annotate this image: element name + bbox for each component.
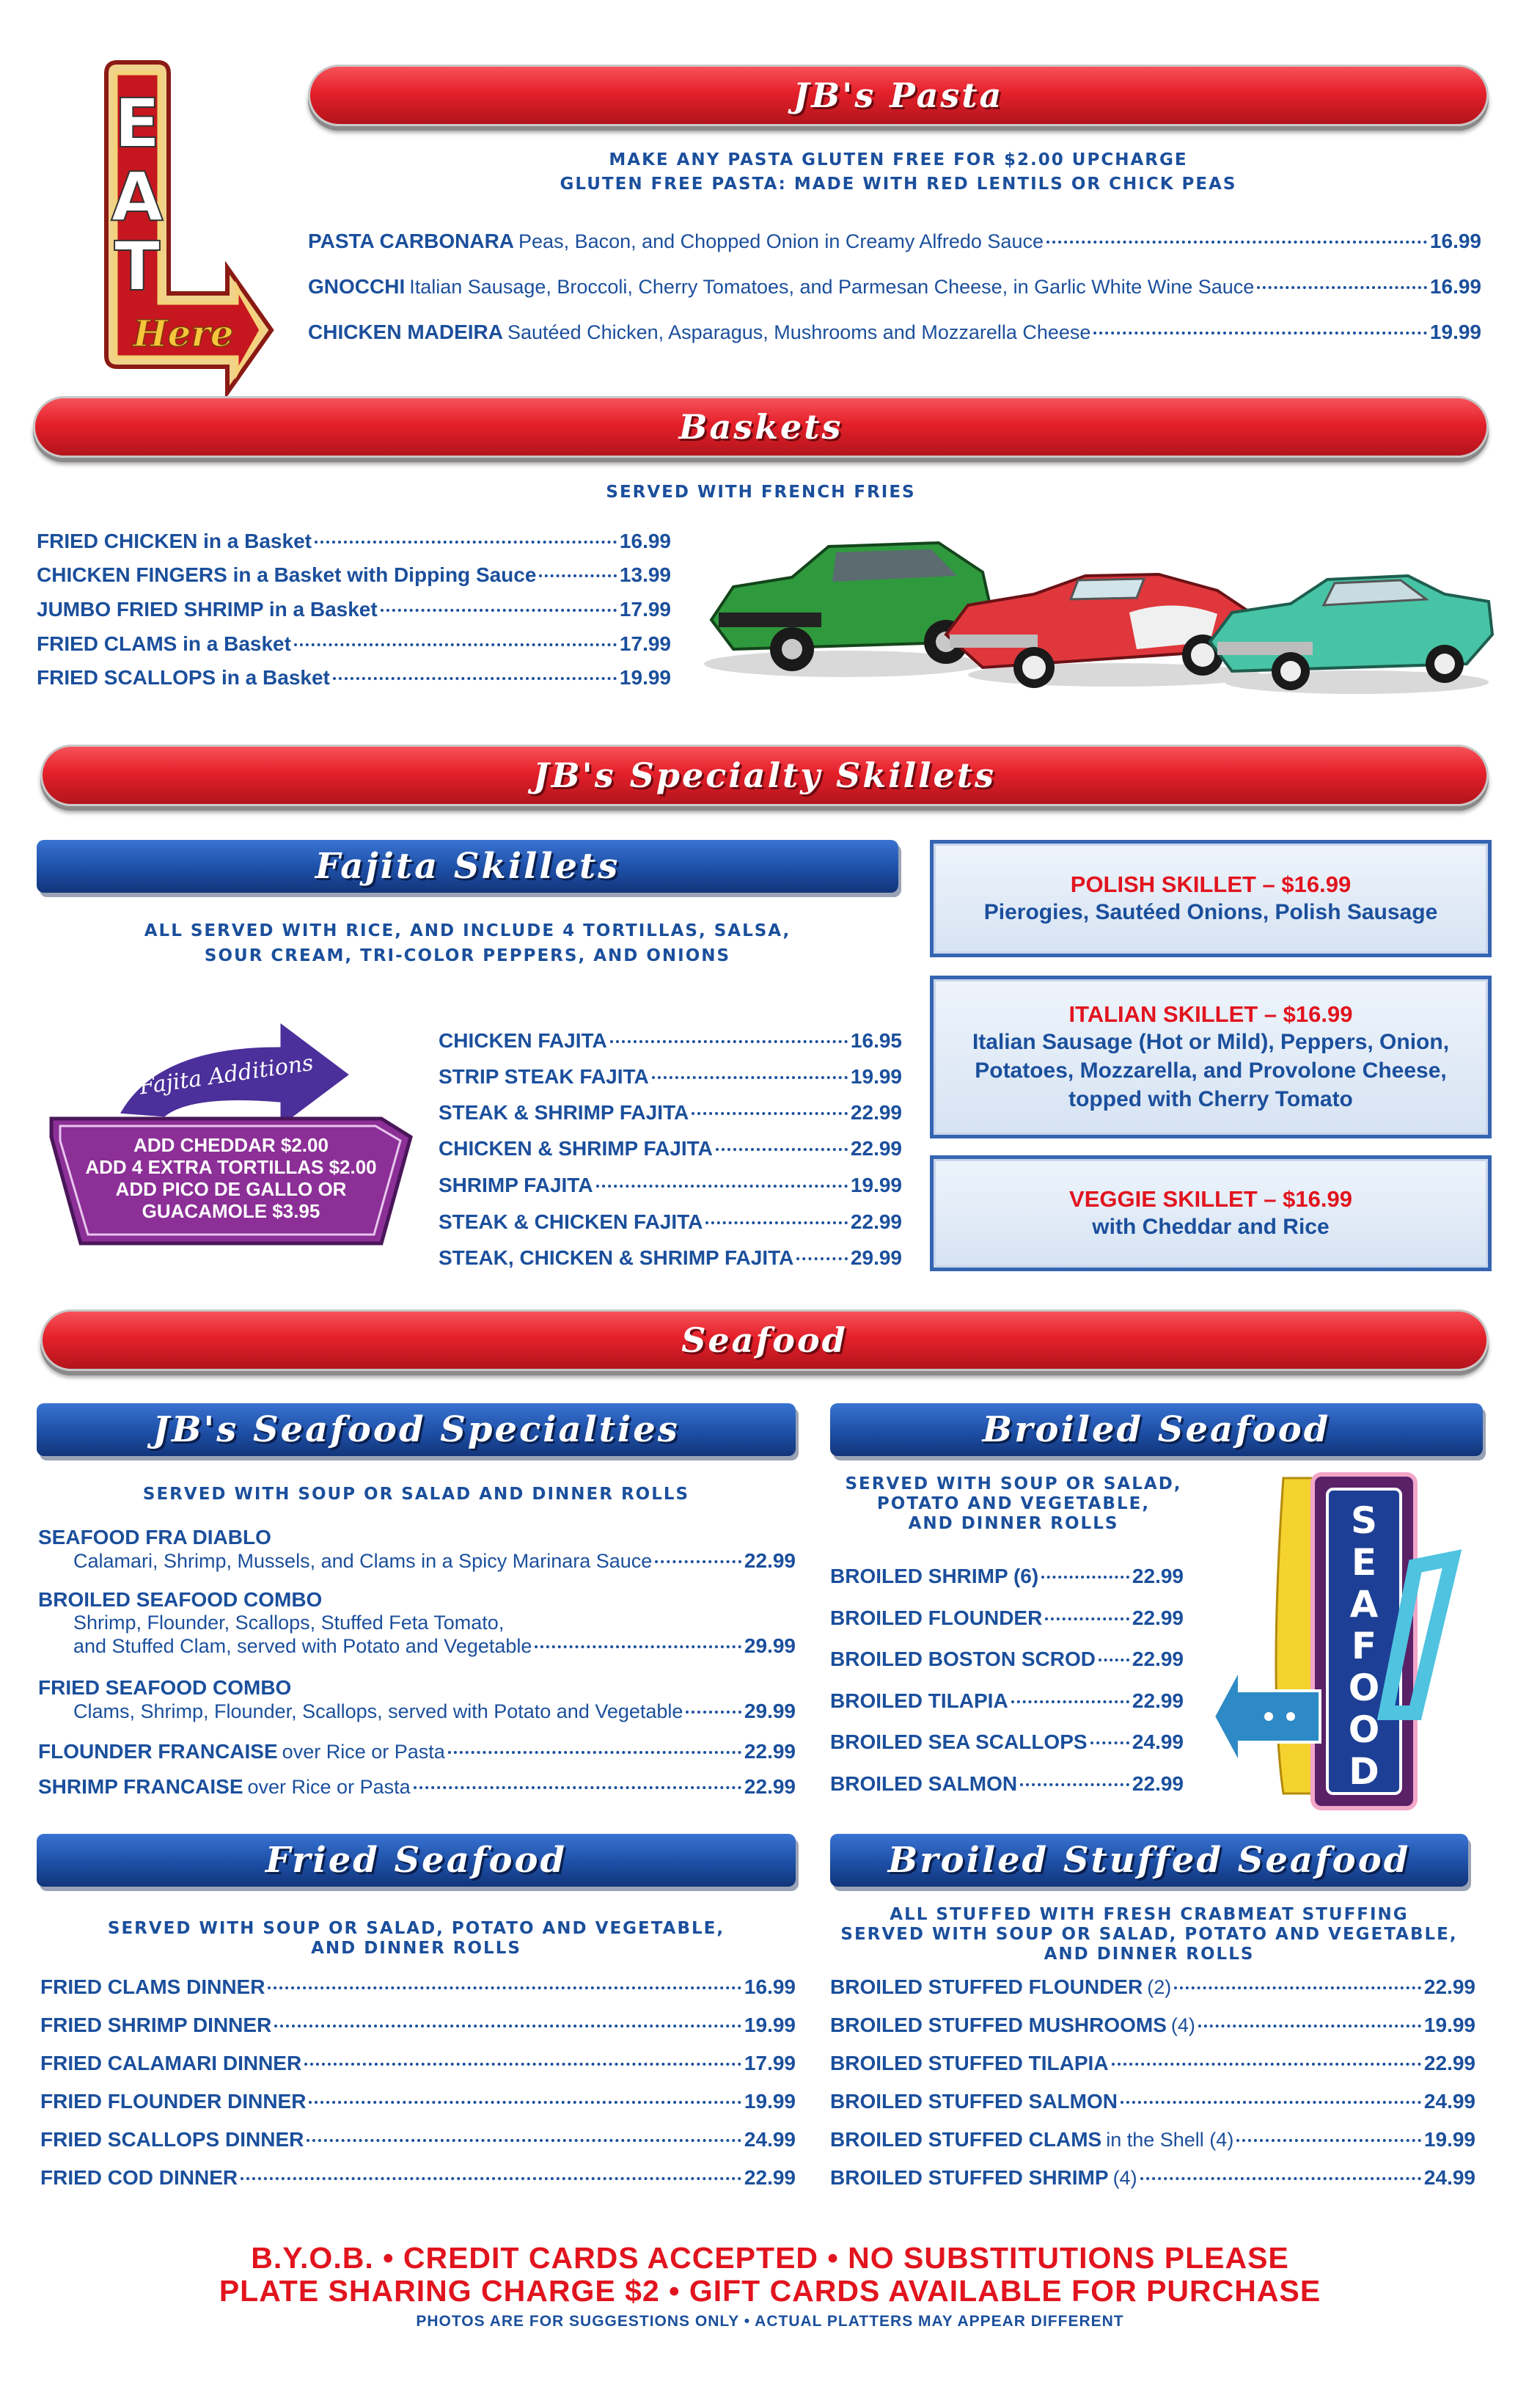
dot-leader [1112,2063,1421,2066]
item-name: GNOCCHI [308,275,406,298]
item-price: 19.99 [1423,2128,1475,2151]
item-name: CHICKEN & SHRIMP FAJITA [439,1137,713,1160]
item-price: 22.99 [1132,1606,1184,1629]
seafood-sign-letter: D [1349,1750,1379,1793]
item-name: FRIED SHRIMP DINNER [40,2014,272,2036]
fajita-item [439,1246,902,1270]
footer-disclaimer: PHOTOS ARE FOR SUGGESTIONS ONLY • ACTUAL PLATTERS MAY APPEAR DIFFERENT [416,2313,1124,2330]
item-price: 17.99 [619,632,671,655]
seafood-specialties-title: JB's Seafood Specialties [153,1409,680,1450]
item-price: 16.99 [1429,230,1481,252]
basket-item [37,632,671,656]
pasta-item [308,275,1481,299]
item-price: 29.99 [850,1246,902,1269]
dot-leader [686,1711,741,1714]
dot-leader [333,677,617,680]
item-name: STEAK, CHICKEN & SHRIMP FAJITA [439,1246,794,1269]
seafood-specialties-banner [37,1403,796,1456]
dot-leader [1236,2139,1421,2142]
item-price: 22.99 [850,1137,902,1160]
item-name: BROILED BOSTON SCROD [830,1648,1096,1670]
fajita-banner [37,840,898,893]
item-name: FRIED SCALLOPS DINNER [40,2128,304,2151]
item-desc-line [38,1634,796,1658]
fajita-title: Fajita Skillets [315,846,620,887]
item-price: 24.99 [1423,2090,1475,2113]
fried-item [40,2014,796,2037]
broiled-item [830,1565,1184,1588]
specialty-item [38,1526,796,1573]
fried-item [40,2052,796,2075]
fajita-item [439,1065,902,1089]
item-name: STEAK & SHRIMP FAJITA [439,1101,689,1124]
dot-leader [1020,1783,1129,1786]
fried-seafood-banner [37,1834,796,1887]
item-name: FRIED COD DINNER [40,2166,238,2189]
stuffed-note-1: ALL STUFFED WITH FRESH CRABMEAT STUFFING [890,1905,1409,1924]
dot-leader [315,541,617,544]
item-name: FRIED SEAFOOD COMBO [38,1676,292,1699]
addition-line: GUACAMOLE $3.95 [142,1200,320,1222]
footer-line-1: B.Y.O.B. • CREDIT CARDS ACCEPTED • NO SUBSTITUTIONS PLEASE [251,2241,1289,2275]
item-price: 17.99 [744,2052,796,2074]
item-name: FRIED CLAMS in a Basket [37,632,291,655]
dot-leader [274,2025,741,2028]
item-price: 22.99 [850,1210,902,1233]
broiled-item [830,1730,1184,1754]
item-desc: Clams, Shrimp, Flounder, Scallops, served with Potato and Vegetable [73,1700,683,1722]
pasta-title: JB's Pasta [793,76,1004,115]
dot-leader [1041,1576,1129,1579]
broiled-note-3: AND DINNER ROLLS [908,1514,1119,1533]
item-name: CHICKEN FAJITA [439,1029,607,1052]
item-desc: over Rice or Pasta [282,1741,445,1763]
item-price: 22.99 [744,1775,796,1798]
eat-letter-t: T [114,227,161,306]
item-price: 16.95 [850,1029,902,1052]
skillets-title: JB's Specialty Skillets [533,756,996,795]
item-price: 16.99 [1429,275,1481,298]
item-name: BROILED STUFFED CLAMS [830,2128,1102,2151]
item-price: 13.99 [619,563,671,586]
item-price: 19.99 [1423,2014,1475,2036]
item-desc: Italian Sausage, Broccoli, Cherry Tomatoes, and Parmesan Cheese, in Garlic White Wine Sauce [409,276,1255,298]
stuffed-item [830,2052,1475,2075]
item-desc: Calamari, Shrimp, Mussels, and Clams in a Spicy Marinara Sauce [73,1550,653,1572]
item-price: 22.99 [1132,1648,1184,1670]
seafood-sign-letter: O [1348,1708,1380,1751]
dot-leader [241,2177,741,2180]
broiled-seafood-banner [830,1403,1483,1456]
item-price: 24.99 [1423,2166,1475,2189]
italian-skillet-box [930,976,1492,1138]
item-price: 16.99 [619,530,671,552]
seafood-sign-letter: F [1351,1625,1377,1667]
item-price: 22.99 [1132,1565,1184,1587]
item-price: 17.99 [619,598,671,621]
dot-leader [1046,241,1427,244]
item-price: 22.99 [744,2166,796,2189]
pasta-note-2: GLUTEN FREE PASTA: MADE WITH RED LENTILS OR CHICK PEAS [560,175,1237,194]
stuffed-item [830,2128,1475,2151]
item-price: 19.99 [850,1065,902,1088]
stuffed-item [830,1975,1475,1999]
stuffed-item [830,2014,1475,2037]
dot-leader [414,1786,741,1789]
fajita-note-2: SOUR CREAM, TRI-COLOR PEPPERS, AND ONIONS [204,946,731,965]
item-name: JUMBO FRIED SHRIMP in a Basket [37,598,378,621]
item-name: BROILED SHRIMP (6) [830,1565,1039,1587]
baskets-banner [33,396,1489,458]
dot-leader [535,1645,741,1648]
item-price: 19.99 [1429,321,1481,343]
seafood-sign-icon [1210,1471,1481,1812]
polish-skillet-box [930,840,1492,957]
skillet-desc: Italian Sausage (Hot or Mild), Peppers, Onion, [972,1029,1450,1054]
dot-leader [1174,1986,1421,1989]
item-name: BROILED STUFFED FLOUNDER [830,1975,1143,1998]
item-name: SEAFOOD FRA DIABLO [38,1526,271,1548]
eat-letter-e: E [114,84,161,163]
item-desc: Shrimp, Flounder, Scallops, Stuffed Feta Tomato, [73,1612,505,1634]
baskets-note: SERVED WITH FRENCH FRIES [606,483,916,502]
item-name: BROILED STUFFED SALMON [830,2090,1118,2113]
item-price: 22.99 [1423,1975,1475,1998]
item-name: CHICKEN FINGERS in a Basket with Dipping Sauce [37,563,537,586]
item-name: BROILED SEAFOOD COMBO [38,1588,323,1611]
item-desc: (4) [1112,2167,1137,2189]
specialty-item [38,1676,796,1723]
item-name: SHRIMP FRANCAISE [38,1775,243,1798]
skillet-desc: Potatoes, Mozzarella, and Provolone Cheese, [975,1058,1447,1083]
item-name: BROILED STUFFED SHRIMP [830,2166,1109,2189]
dot-leader [294,643,617,646]
fajita-item [439,1174,902,1197]
item-price: 22.99 [850,1101,902,1124]
fajita-item [439,1101,902,1125]
item-name: BROILED SEA SCALLOPS [830,1730,1088,1753]
item-price: 22.99 [1132,1689,1184,1712]
item-name: FRIED FLOUNDER DINNER [40,2090,307,2113]
stuffed-item [830,2166,1475,2190]
dot-leader [596,1185,848,1188]
item-price: 29.99 [744,1634,796,1657]
dot-leader [1257,286,1427,289]
item-name: FRIED CHICKEN in a Basket [37,530,312,552]
item-name: FRIED CLAMS DINNER [40,1975,265,1998]
item-price: 19.99 [744,2014,796,2036]
item-price: 22.99 [1132,1772,1184,1795]
basket-item [37,666,671,690]
item-desc: (2) [1147,1976,1172,1998]
broiled-note-2: POTATO AND VEGETABLE, [876,1494,1151,1513]
eat-letter-a: A [111,158,164,236]
broiled-seafood-title: Broiled Seafood [982,1409,1331,1450]
stuffed-seafood-banner [830,1834,1468,1887]
item-desc: over Rice or Pasta [247,1776,411,1798]
dot-leader [1198,2025,1421,2028]
item-desc-line [38,1549,796,1573]
fried-item [40,1975,796,1999]
stuffed-note-2: SERVED WITH SOUP OR SALAD, POTATO AND VEGETABLE, [840,1925,1458,1944]
dot-leader [1093,332,1426,334]
dot-leader [796,1257,848,1260]
basket-item [37,563,671,587]
fajita-additions-title: Fajita Additions [137,1050,315,1100]
item-price: 16.99 [744,1975,796,1998]
broiled-note-1: SERVED WITH SOUP OR SALAD, [845,1474,1182,1493]
dot-leader [539,574,616,577]
item-price: 19.99 [850,1174,902,1196]
dot-leader [1140,2177,1421,2180]
fried-item [40,2090,796,2113]
baskets-title: Baskets [678,407,843,447]
item-name: BROILED SALMON [830,1772,1018,1795]
addition-line: ADD 4 EXTRA TORTILLAS $2.00 [85,1156,377,1178]
classic-cars-image [704,532,1496,704]
dot-leader [1099,1659,1129,1661]
item-name: STRIP STEAK FAJITA [439,1065,649,1088]
seafood-title: Seafood [681,1320,848,1360]
skillet-title: ITALIAN SKILLET – $16.99 [1068,1001,1353,1027]
item-name: STEAK & CHICKEN FAJITA [439,1210,703,1233]
item-name: BROILED TILAPIA [830,1689,1008,1712]
broiled-item [830,1606,1184,1630]
specialty-item [38,1740,796,1763]
item-name: FRIED SCALLOPS in a Basket [37,666,330,689]
fried-note-2: AND DINNER ROLLS [311,1939,521,1958]
fajita-item [439,1210,902,1234]
skillet-desc: with Cheddar and Rice [1092,1214,1330,1239]
fried-note-1: SERVED WITH SOUP OR SALAD, POTATO AND VEGETABLE, [107,1919,725,1938]
item-desc: Sautéed Chicken, Asparagus, Mushrooms and Mozzarella Cheese [507,321,1091,343]
fajita-additions-sign-icon [44,1001,425,1254]
specialties-note: SERVED WITH SOUP OR SALAD AND DINNER ROLLS [142,1485,690,1504]
item-price: 22.99 [744,1740,796,1763]
dot-leader [304,2063,741,2066]
stuffed-seafood-title: Broiled Stuffed Seafood [887,1840,1411,1881]
veggie-skillet-box [930,1155,1492,1271]
item-name: BROILED STUFFED MUSHROOMS [830,2014,1167,2036]
fajita-item [439,1137,902,1160]
seafood-sign-letter: E [1351,1541,1377,1584]
dot-leader [1121,2101,1421,2104]
item-desc: Peas, Bacon, and Chopped Onion in Creamy Alfredo Sauce [518,230,1044,252]
addition-line: ADD PICO DE GALLO OR [115,1178,347,1200]
skillet-title: POLISH SKILLET – $16.99 [1070,871,1352,897]
item-desc: and Stuffed Clam, served with Potato and Vegetable [73,1635,532,1657]
basket-item [37,598,671,621]
item-desc: (4) [1170,2014,1195,2036]
item-name: CHICKEN MADEIRA [308,321,503,343]
dot-leader [1011,1700,1129,1703]
specialty-item [38,1775,796,1799]
item-name: FLOUNDER FRANCAISE [38,1740,278,1763]
item-name: FRIED CALAMARI DINNER [40,2052,302,2074]
pasta-banner [308,65,1489,126]
fried-item [40,2128,796,2151]
seafood-sign-letter: A [1349,1583,1379,1626]
pasta-item [308,321,1481,344]
item-name: PASTA CARBONARA [308,230,515,252]
skillets-banner [40,745,1489,806]
fried-seafood-title: Fried Seafood [265,1840,568,1881]
item-price: 24.99 [1132,1730,1184,1753]
item-name: BROILED FLOUNDER [830,1606,1043,1629]
seafood-banner [40,1309,1489,1371]
dot-leader [381,609,617,612]
item-price: 22.99 [1423,2052,1475,2074]
dot-leader [652,1076,848,1079]
footer-line-2: PLATE SHARING CHARGE $2 • GIFT CARDS AVAILABLE FOR PURCHASE [219,2274,1321,2308]
stuffed-note-3: AND DINNER ROLLS [1044,1945,1255,1964]
broiled-item [830,1648,1184,1671]
item-price: 19.99 [744,2090,796,2113]
here-text: Here [133,312,234,355]
skillet-title: VEGGIE SKILLET – $16.99 [1069,1185,1352,1212]
fajita-note-1: ALL SERVED WITH RICE, AND INCLUDE 4 TORTILLAS, SALSA, [144,921,791,940]
specialty-item [38,1588,796,1658]
dot-leader [307,2139,741,2142]
dot-leader [268,1986,741,1989]
pasta-note-1: MAKE ANY PASTA GLUTEN FREE FOR $2.00 UPCHARGE [609,150,1188,169]
dot-leader [1090,1741,1129,1744]
stuffed-item [830,2090,1475,2113]
broiled-item [830,1772,1184,1796]
dot-leader [610,1040,848,1043]
item-name: BROILED STUFFED TILAPIA [830,2052,1109,2074]
item-price: 29.99 [744,1700,796,1722]
dot-leader [705,1221,848,1224]
item-name: SHRIMP FAJITA [439,1174,593,1196]
fajita-item [439,1029,902,1053]
skillet-desc: topped with Cherry Tomato [1068,1086,1353,1111]
eat-here-sign-icon [88,59,279,396]
seafood-sign-letter: S [1350,1499,1378,1542]
dot-leader [655,1560,741,1563]
pasta-item [308,230,1481,253]
item-price: 22.99 [744,1549,796,1572]
item-desc: in the Shell (4) [1106,2129,1234,2151]
item-desc-line [38,1612,796,1634]
dot-leader [1045,1617,1129,1620]
dot-leader [716,1148,848,1151]
item-price: 19.99 [619,666,671,689]
dot-leader [692,1112,848,1115]
skillet-desc: Pierogies, Sautéed Onions, Polish Sausage [983,899,1438,924]
item-desc-line [38,1700,796,1723]
broiled-item [830,1689,1184,1713]
dot-leader [309,2101,741,2104]
item-price: 24.99 [744,2128,796,2151]
basket-item [37,530,671,553]
addition-line: ADD CHEDDAR $2.00 [133,1134,329,1156]
seafood-sign-letter: O [1348,1667,1380,1709]
dot-leader [448,1751,741,1754]
fried-item [40,2166,796,2190]
